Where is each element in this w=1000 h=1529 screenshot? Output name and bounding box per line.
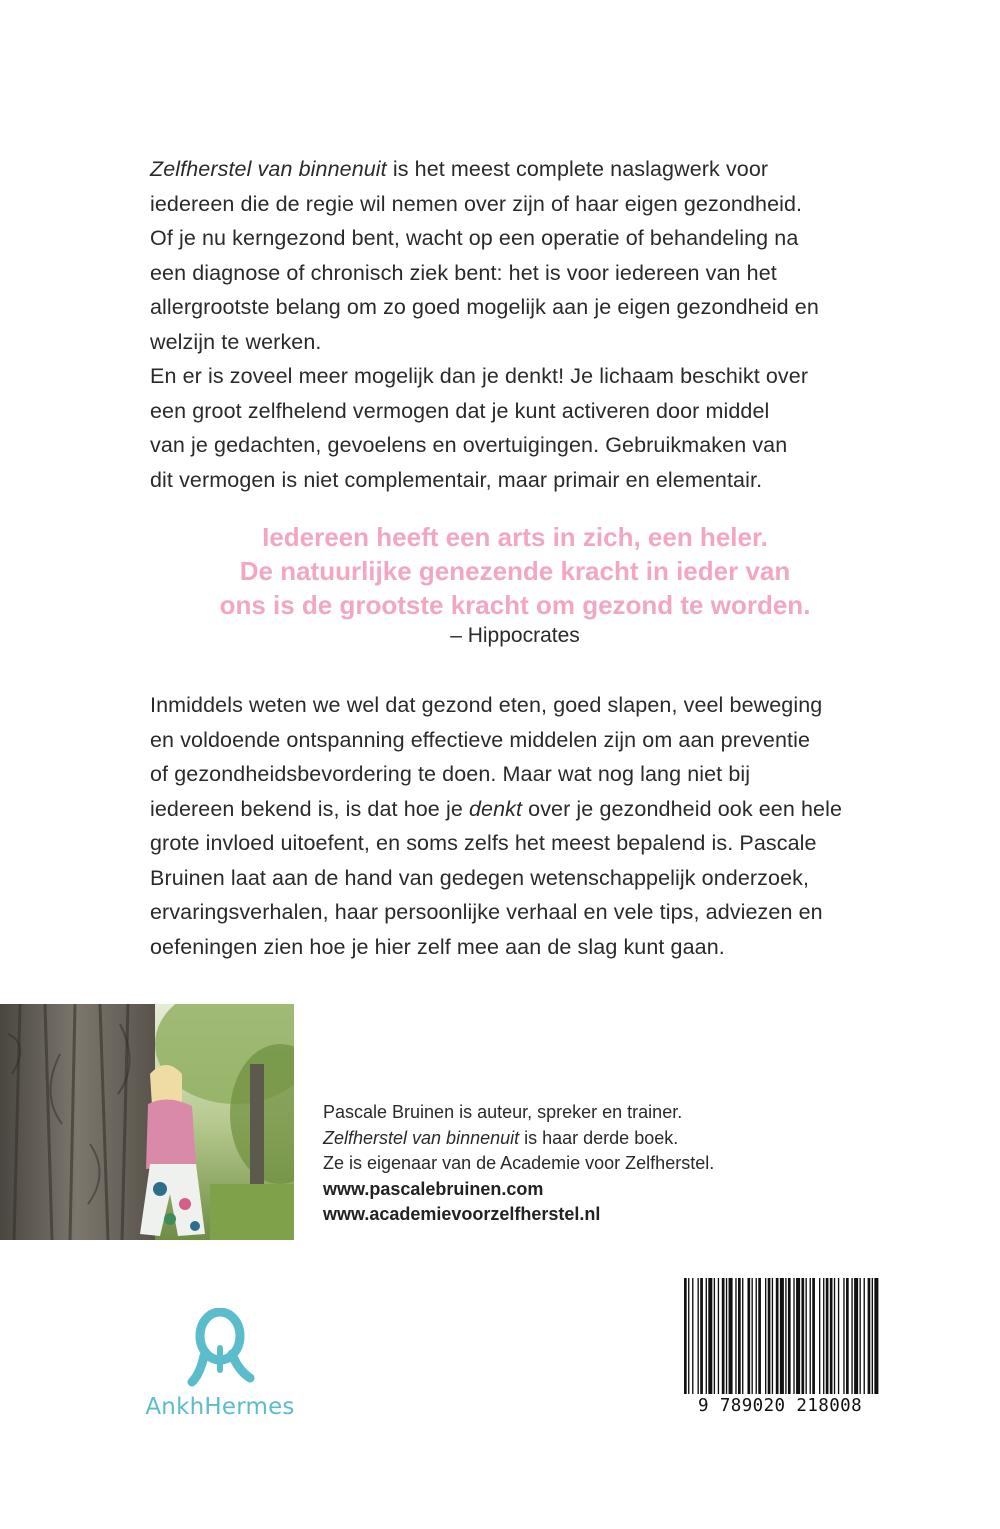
publisher-logo — [140, 1308, 300, 1428]
website-link-pascalebruinen[interactable]: www.pascalebruinen.com — [323, 1178, 544, 1199]
website-link-academie[interactable]: www.academievoorzelfherstel.nl — [323, 1204, 601, 1224]
bio-line: Zelfherstel van binnenuit is haar derde boek. — [323, 1127, 679, 1148]
bio-line: Ze is eigenaar van de Academie voor Zelfherstel. — [323, 1153, 715, 1173]
isbn-barcode — [680, 1278, 880, 1428]
middle-line: Bruinen laat aan de hand van gedegen wetenschappelijk onderzoek, — [150, 865, 810, 890]
ankh-logo-icon — [140, 1308, 300, 1394]
intro-line: een groot zelfhelend vermogen dat je kunt activeren door middel — [150, 398, 770, 423]
quote-line: De natuurlijke genezende kracht in ieder van — [239, 556, 791, 586]
intro-line: Zelfherstel van binnenuit is het meest complete naslagwerk voor — [150, 157, 769, 181]
author-bio — [323, 1100, 714, 1228]
hippocrates-quote — [150, 520, 880, 622]
intro-line: Of je nu kerngezond bent, wacht op een operatie of behandeling na — [150, 226, 799, 250]
isbn-number: 9 789020 218008 — [697, 1396, 863, 1416]
intro-paragraph — [150, 152, 880, 497]
intro-line: iedereen die de regie wil nemen over zijn of haar eigen gezondheid. — [150, 191, 803, 216]
intro-line: welzijn te werken. — [150, 329, 322, 354]
middle-line: oefeningen zien hoe je hier zelf mee aan de slag kunt gaan. — [150, 934, 725, 959]
middle-line: en voldoende ontspanning effectieve middelen zijn om aan preventie — [150, 727, 811, 752]
middle-line: grote invloed uitoefent, en soms zelfs het meest bepalend is. Pascale — [150, 831, 817, 855]
intro-line: allergrootste belang om zo goed mogelijk aan je eigen gezondheid en — [150, 295, 819, 319]
intro-line: een diagnose of chronisch ziek bent: het is voor iedereen van het — [150, 260, 777, 285]
intro-line: van je gedachten, gevoelens en overtuigingen. Gebruikmaken van — [150, 433, 788, 457]
quote-attribution: – Hippocrates — [450, 624, 580, 647]
author-photo-illustration — [0, 1004, 294, 1240]
middle-line: iedereen bekend is, is dat hoe je denkt over je gezondheid ook een hele — [150, 796, 843, 821]
middle-line: ervaringsverhalen, haar persoonlijke verhaal en vele tips, adviezen en — [150, 900, 823, 924]
quote-line: Iedereen heeft een arts in zich, een heler. — [262, 522, 768, 552]
barcode-bars — [680, 1278, 880, 1394]
author-photo — [0, 1004, 294, 1240]
bio-line: Pascale Bruinen is auteur, spreker en trainer. — [323, 1102, 683, 1122]
publisher-name: AnkhHermes — [145, 1394, 295, 1420]
intro-line: dit vermogen is niet complementair, maar primair en elementair. — [150, 467, 763, 492]
middle-line: of gezondheidsbevordering te doen. Maar wat nog lang niet bij — [150, 762, 751, 786]
quote-line: ons is de grootste kracht om gezond te worden. — [219, 590, 811, 620]
middle-paragraph — [150, 688, 880, 964]
intro-line: En er is zoveel meer mogelijk dan je denkt! Je lichaam beschikt over — [150, 364, 809, 388]
middle-line: Inmiddels weten we wel dat gezond eten, goed slapen, veel beweging — [150, 693, 823, 717]
